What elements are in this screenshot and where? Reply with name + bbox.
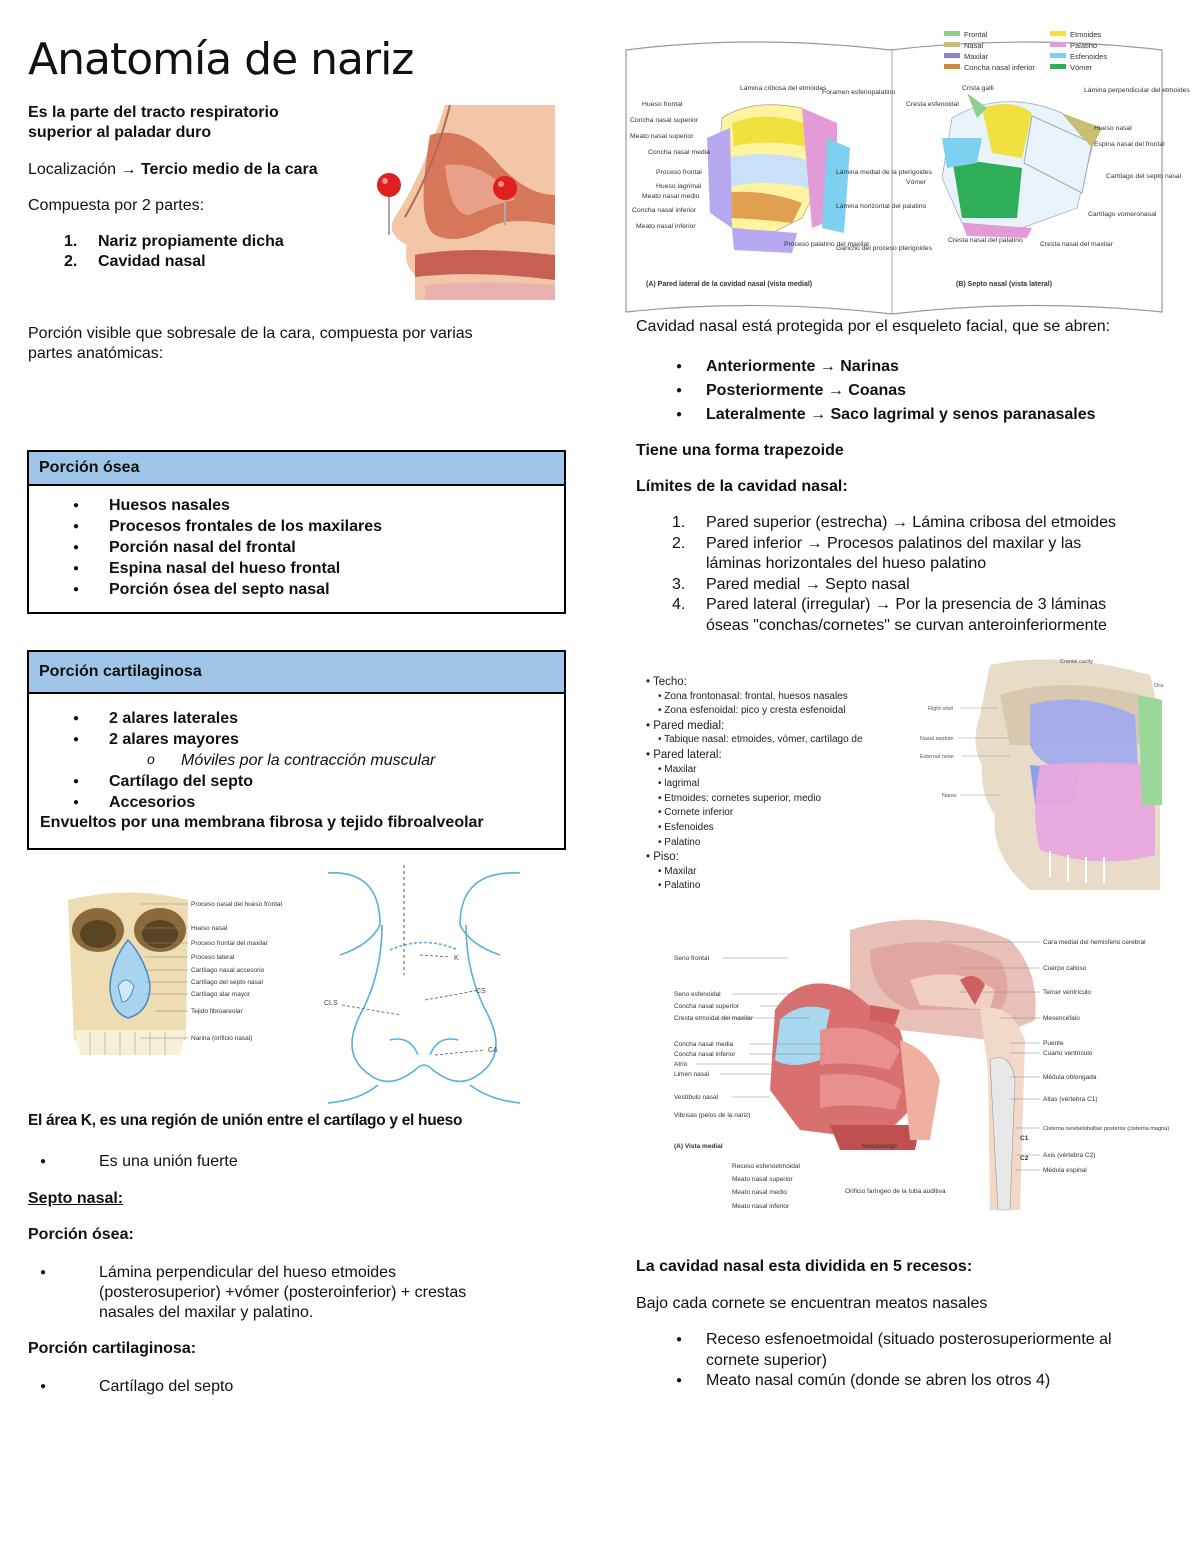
walls-subitem: • Palatino xyxy=(658,880,701,892)
bony-list xyxy=(29,495,564,600)
figure-label: Concha nasal media xyxy=(674,1041,734,1048)
legend-swatch xyxy=(944,31,960,36)
figure-label: Concha nasal inferior xyxy=(674,1051,736,1058)
list-item: ● Porción ósea del septo nasal xyxy=(29,579,564,600)
figure-label: Foramen esfenopalatino xyxy=(822,89,896,96)
limits-list xyxy=(636,513,1196,636)
figure-label: Puente xyxy=(1043,1040,1064,1047)
list-item: 2. Cavidad nasal xyxy=(64,253,206,270)
septo-bony-heading: Porción ósea: xyxy=(28,1226,134,1243)
septo-bony-list xyxy=(0,1263,560,1323)
figure-label: Hueso lagrimal xyxy=(656,183,702,190)
list-item: 1. Pared superior (estrecha) → Lámina cribosa del etmoides xyxy=(672,514,1116,531)
figure-label: Cartílago del septo nasal xyxy=(191,979,263,986)
legend-entry: Etmoides xyxy=(1070,30,1102,39)
walls-subitem: • Etmoides: cornetes superior, medio xyxy=(658,792,822,804)
walls-slide-list xyxy=(646,675,863,894)
septo-cart-heading: Porción cartilaginosa: xyxy=(28,1340,197,1357)
list-item: ● Anteriormente → Narinas xyxy=(636,355,1196,379)
shape-text: Tiene una forma trapezoide xyxy=(636,442,844,459)
cartilage-list xyxy=(29,708,564,813)
area-k-title: El área K, es una región de unión entre el cartílago y el hueso xyxy=(28,1112,463,1129)
legend-entry: Vómer xyxy=(1070,63,1093,72)
figure-label: Cranial cavity xyxy=(1060,659,1094,665)
figure-label: CA xyxy=(488,1047,498,1054)
sagittal-head-figure xyxy=(670,910,1170,1215)
figure-label: Narina (orificio nasal) xyxy=(191,1035,253,1042)
cavity-intro: Cavidad nasal está protegida por el esqueleto facial, que se abren: xyxy=(636,318,1111,335)
list-item: ● Espina nasal del hueso frontal xyxy=(29,558,564,579)
recesses-list xyxy=(636,1330,1176,1392)
figure-label: Lámina horizontal del palatino xyxy=(836,203,927,210)
figure-label: Meato nasal superior xyxy=(630,133,694,140)
location-line: Localización → Tercio medio de la cara xyxy=(28,161,318,178)
walls-subitem: • Palatino xyxy=(658,836,701,848)
openings-list xyxy=(636,355,1196,427)
legend-swatch xyxy=(944,42,960,47)
figure-label: Cara medial del hemisferio cerebral xyxy=(1043,939,1146,946)
figure-label: Cresta nasal del maxilar xyxy=(1040,241,1113,248)
figure-label: Seno esfenoidal xyxy=(674,991,721,998)
figure-label: CS xyxy=(476,988,486,995)
figure-label: Atlas (vértebra C1) xyxy=(1043,1096,1098,1103)
figure-label: Atrio xyxy=(674,1061,688,1068)
figure-label: Espina nasal del frontal xyxy=(1094,141,1165,148)
box-footer: Envueltos por una membrana fibrosa y tejido fibroalveolar xyxy=(40,814,484,831)
box-header: Porción ósea xyxy=(29,452,564,486)
composed-text: Compuesta por 2 partes: xyxy=(28,197,205,214)
legend-swatch xyxy=(1050,53,1066,58)
figure-label: Seno frontal xyxy=(674,955,710,962)
figure-label: Cartílago del septo nasal xyxy=(1106,173,1182,180)
figure-label: Right orbit xyxy=(928,706,954,712)
septo-cart-list xyxy=(0,1376,233,1397)
nose-sagittal-figure xyxy=(375,105,555,300)
list-item: 2. Pared inferior → Procesos palatinos del maxilar y las xyxy=(672,534,1082,552)
nose-sketch-figure xyxy=(320,865,530,1105)
list-item: ● 2 alares laterales xyxy=(29,708,564,729)
walls-subitem: • Cornete inferior xyxy=(658,807,734,819)
figure-label: Cartílago alar mayor xyxy=(191,991,250,998)
figure-label: Lámina medial de la pterigoides xyxy=(836,169,932,176)
figure-label: Lámina cribosa del etmoides xyxy=(740,85,827,92)
figure-label: Vómer xyxy=(906,179,927,186)
figure-label: Médula oblongada xyxy=(1043,1074,1097,1081)
figure-label: External nose xyxy=(920,754,954,760)
figure-label: Cresta etmoidal del maxilar xyxy=(674,1015,753,1022)
list-item: láminas horizontales del hueso palatino xyxy=(706,555,987,572)
nasal-wall-figure xyxy=(622,28,1190,318)
figure-label: Proceso frontal xyxy=(656,169,702,176)
figure-label: Proceso palatino del maxilar xyxy=(784,241,870,248)
figure-label: Proceso frontal del maxilar xyxy=(191,940,268,947)
list-item: ● Cartílago del septo xyxy=(29,771,564,792)
walls-item: • Pared lateral: xyxy=(646,748,722,761)
figure-label: C1 xyxy=(1020,1135,1029,1142)
arrow-icon: → xyxy=(120,161,137,178)
figure-label: Concha nasal inferior xyxy=(632,207,697,214)
figure-label: Hueso nasal xyxy=(191,925,228,932)
legend-entry: Nasal xyxy=(964,41,984,50)
legend-entry: Concha nasal inferior xyxy=(964,63,1035,72)
bony-portion-box xyxy=(27,450,566,614)
list-item: óseas "conchas/cornetes" se curvan anteroinferiormente xyxy=(706,616,1107,634)
figure-label: Nasal septum xyxy=(920,736,954,742)
legend-swatch xyxy=(944,53,960,58)
list-item: ● Procesos frontales de los maxilares xyxy=(29,516,564,537)
figure-label: Cresta nasal del palatino xyxy=(948,237,1023,244)
figure-label: CLS xyxy=(324,1000,338,1007)
recesses-heading: La cavidad nasal esta dividida en 5 recesos: xyxy=(636,1258,973,1275)
legend-swatch xyxy=(1050,64,1066,69)
figure-label: Meato nasal superior xyxy=(732,1176,793,1183)
legend-entry: Palatino xyxy=(1070,41,1098,50)
walls-subitem: • Zona frontonasal: frontal, huesos nasales xyxy=(658,690,848,702)
figure-label: Lámina perpendicular del etmoides xyxy=(1084,87,1190,94)
figure-label: Concha nasal superior xyxy=(674,1003,740,1010)
list-item: ● Porción nasal del frontal xyxy=(29,537,564,558)
figure-label: C2 xyxy=(1020,1155,1029,1162)
walls-item: • Techo: xyxy=(646,676,687,688)
figure-label: Orificio faríngeo de la tuba auditiva xyxy=(845,1188,946,1195)
page-title: Anatomía de nariz xyxy=(28,34,414,85)
list-item: 4. Pared lateral (irregular) → Por la presencia de 3 láminas xyxy=(672,596,1107,613)
arrow-icon: → xyxy=(819,358,836,375)
list-item: 3. Pared medial → Septo nasal xyxy=(672,575,910,593)
figure-label: Cartílago nasal accesorio xyxy=(191,967,265,974)
figure-label: Nares xyxy=(942,793,957,799)
figure-label: Cuerpo calloso xyxy=(1043,965,1087,972)
walls-item: • Piso: xyxy=(646,851,679,864)
walls-subitem: • lagrimal xyxy=(658,778,700,790)
figure-label: Vibrisas (pelos de la nariz) xyxy=(674,1112,751,1119)
arrow-icon: → xyxy=(810,406,827,423)
figure-label: Cuarto ventrículo xyxy=(1043,1050,1093,1057)
list-item: ● Huesos nasales xyxy=(29,495,564,516)
list-item: ● Receso esfenoetmoidal (situado posterosuperiormente al cornete superior) xyxy=(636,1330,1176,1371)
figure-label: Meato nasal medio xyxy=(732,1189,787,1196)
skull-cartilage-figure xyxy=(60,890,290,1070)
limits-heading: Límites de la cavidad nasal: xyxy=(636,478,848,495)
figure-label: Meato nasal medio xyxy=(642,193,700,200)
figure-label: Vestíbulo nasal xyxy=(674,1094,719,1101)
walls-subitem: • Tabique nasal: etmoides, vómer, cartílago de xyxy=(658,734,863,746)
walls-subitem: • Esfenoides xyxy=(658,821,714,833)
list-item: ● Es una unión fuerte xyxy=(0,1151,238,1172)
walls-subitem: • Maxilar xyxy=(658,763,697,775)
legend-swatch xyxy=(1050,31,1066,36)
list-item: ● 2 alares mayores xyxy=(29,729,564,750)
figure-caption: (B) Septo nasal (vista lateral) xyxy=(956,281,1053,288)
figure-label: Cisterna cerebelobulbar posterior (cisterna magna) xyxy=(1043,1126,1170,1132)
legend-entry: Frontal xyxy=(964,30,988,39)
list-item: ● Meato nasal común (donde se abren los otros 4) xyxy=(636,1371,1176,1392)
figure-label: Concha nasal media xyxy=(648,149,710,156)
figure-label: Médula espinal xyxy=(1043,1167,1087,1174)
figure-label: Ora xyxy=(1154,683,1164,689)
cartilage-portion-box xyxy=(27,650,566,850)
parts-list xyxy=(28,232,358,272)
figure-caption: (A) Vista medial xyxy=(674,1143,723,1150)
walls-item: • Pared medial: xyxy=(646,719,725,732)
figure-caption: (A) Pared lateral de la cavidad nasal (vista medial) xyxy=(646,281,813,288)
recesses-sub: Bajo cada cornete se encuentran meatos nasales xyxy=(636,1295,988,1312)
figure-label: Hueso frontal xyxy=(642,101,683,108)
list-item: ● Cartílago del septo xyxy=(0,1376,233,1397)
figure-label: Meato nasal inferior xyxy=(732,1203,790,1210)
arrow-icon: → xyxy=(827,382,844,399)
area-k-list xyxy=(0,1151,238,1172)
legend-swatch xyxy=(1050,42,1066,47)
legend-entry: Maxilar xyxy=(964,52,989,61)
figure-label: Nasofaringe xyxy=(862,1143,898,1150)
figure-label: Mesencéfalo xyxy=(1043,1015,1080,1022)
figure-label: Crista galli xyxy=(962,85,994,92)
figure-label: Limen nasal xyxy=(674,1071,710,1078)
septo-heading: Septo nasal: xyxy=(28,1190,124,1207)
walls-subitem: • Zona esfenoidal: pico y cresta esfenoidal xyxy=(658,705,846,717)
box-header: Porción cartilaginosa xyxy=(29,652,564,694)
figure-label: Axis (vértebra C2) xyxy=(1043,1152,1096,1159)
list-item: ● Lámina perpendicular del hueso etmoides (posterosuperior) +vómer (posteroinferior) + crestas nasales del maxilar y palatino. xyxy=(0,1263,560,1323)
figure-label: Tercer ventrículo xyxy=(1043,989,1092,996)
list-subitem: o Móviles por la contracción muscular xyxy=(29,750,564,771)
list-item: ● Lateralmente → Saco lagrimal y senos paranasales xyxy=(636,403,1196,427)
figure-label: K xyxy=(454,955,459,962)
figure-label: Receso esfenoetmoidal xyxy=(732,1163,800,1170)
legend-swatch xyxy=(944,64,960,69)
walls-subitem: • Maxilar xyxy=(658,865,697,877)
figure-label: Tejido fibroareolar xyxy=(191,1008,243,1015)
figure-label: Meato nasal inferior xyxy=(636,223,696,230)
figure-label: Hueso nasal xyxy=(1094,125,1132,132)
definition: Es la parte del tracto respiratorio superior al paladar duro xyxy=(28,104,279,141)
figure-label: Proceso lateral xyxy=(191,954,235,961)
legend-entry: Esfenoides xyxy=(1070,52,1108,61)
figure-label: Gancho del proceso pterigoides xyxy=(836,245,932,252)
figure-label: Concha nasal superior xyxy=(630,117,699,124)
figure-label: Cartílago vomeronasal xyxy=(1088,211,1157,218)
face-cavity-figure xyxy=(910,655,1168,890)
figure-label: Cresta esfenoidal xyxy=(906,101,959,108)
list-item: 1. Nariz propiamente dicha xyxy=(64,233,284,250)
visible-portion-text: Porción visible que sobresale de la cara, compuesta por varias partes anatómicas: xyxy=(28,325,473,362)
list-item: ● Accesorios xyxy=(29,792,564,813)
list-item: ● Posteriormente → Coanas xyxy=(636,379,1196,403)
figure-label: Proceso nasal del hueso frontal xyxy=(191,901,283,908)
